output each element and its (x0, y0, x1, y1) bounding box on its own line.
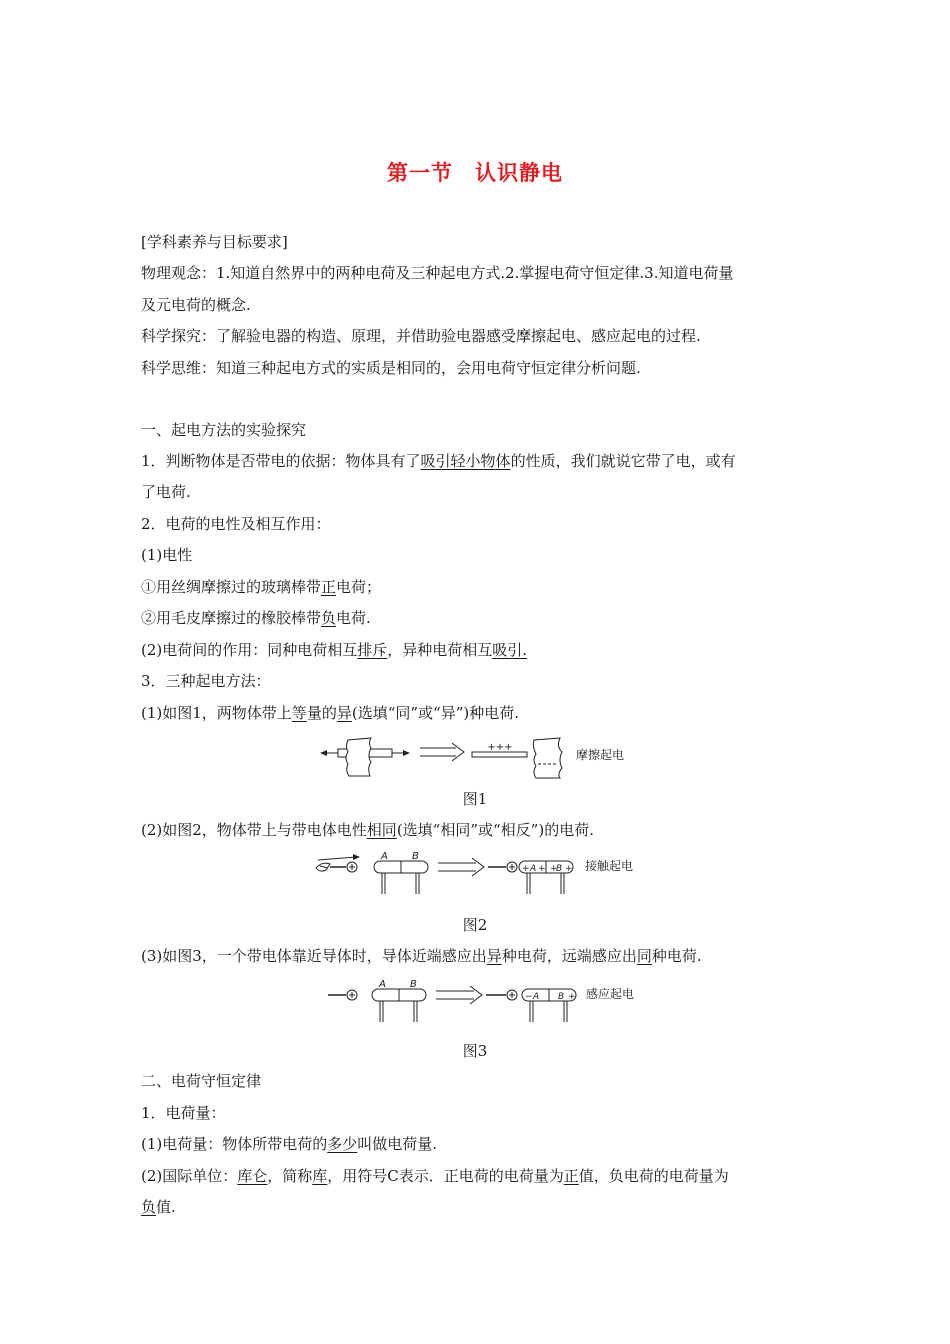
paragraph-1-2: 2．电荷的电性及相互作用： (141, 515, 331, 533)
answer-negative: 负 (321, 609, 337, 627)
answer-coulomb-short: 库 (312, 1167, 328, 1185)
svg-text:+: + (538, 864, 546, 874)
svg-text:+: + (568, 992, 576, 1002)
paragraph-1-1-cont: 了电荷. (141, 483, 191, 501)
paragraph-figure-1: (1)如图1，两物体带上等量的异(选填“同”或“异”)种电荷. (141, 704, 519, 722)
section-2-heading: 二、电荷守恒定律 (141, 1072, 262, 1090)
fig3-label: 感应起电 (586, 987, 635, 1001)
paragraph-interaction: (2)电荷间的作用：同种电荷相互排斥，异种电荷相互吸引. (141, 641, 528, 659)
answer-amount: 多少 (327, 1135, 358, 1153)
fig3-label-A: A (379, 979, 386, 990)
answer-positive: 正 (321, 578, 337, 596)
goals-line-2: 及元电荷的概念. (141, 296, 251, 314)
goals-heading: [学科素养与目标要求] (141, 233, 288, 251)
section-1-heading: 一、起电方法的实验探究 (141, 421, 307, 439)
paragraph-si-unit: (2)国际单位：库仑，简称库，用符号C表示．正电荷的电荷量为正值，负电荷的电荷量为 (141, 1167, 729, 1185)
fig3-label-B2: B (558, 992, 565, 1002)
fig2-label-A2: A (530, 864, 537, 874)
goals-line-4: 科学思维：知道三种起电方式的实质是相同的，会用电荷守恒定律分析问题. (141, 359, 641, 377)
fig3-label-A2: A (533, 992, 540, 1002)
paragraph-figure-3: (3)如图3，一个带电体靠近导体时，导体近端感应出异种电荷，远端感应出同种电荷. (141, 947, 702, 965)
page-title: 第一节 认识静电 (387, 161, 563, 185)
paragraph-2-1: 1．电荷量： (141, 1104, 226, 1122)
paragraph-1-1: 1．判断物体是否带电的依据：物体具有了吸引轻小物体的性质，我们就说它带了电，或有 (141, 452, 736, 470)
answer-coulomb: 库仑 (237, 1167, 268, 1185)
paragraph-glass-rod: ①用丝绸摩擦过的玻璃棒带正电荷； (141, 578, 382, 596)
fig2-label: 接触起电 (585, 859, 634, 873)
answer-far-same: 同 (636, 947, 652, 965)
figure-2-contact (312, 848, 642, 898)
fig3-label-B: B (410, 979, 417, 990)
answer-negative-value: 负 (141, 1198, 157, 1216)
figure-1-friction (320, 734, 640, 780)
figure-3-induction (324, 976, 644, 1026)
answer-near-opposite: 异 (486, 947, 502, 965)
answer-positive-value: 正 (563, 1167, 579, 1185)
svg-text:+: + (550, 864, 558, 874)
answer-equal: 等 (291, 704, 307, 722)
svg-text:+: + (522, 864, 530, 874)
paragraph-figure-2: (2)如图2，物体带上与带电体电性相同(选填“相同”或“相反”)的电荷. (141, 821, 594, 839)
answer-attract: 吸引轻小物体 (420, 452, 511, 470)
svg-text:+: + (565, 864, 573, 874)
figure-1-caption: 图1 (462, 790, 488, 808)
fig2-label-B2: B (556, 864, 563, 874)
fig1-label: 摩擦起电 (576, 748, 625, 762)
paragraph-1-2-1: (1)电性 (141, 546, 193, 564)
answer-attract-2: 吸引. (492, 641, 528, 659)
paragraph-1-3: 3．三种起电方法： (141, 672, 271, 690)
figure-3-caption: 图3 (462, 1042, 488, 1060)
answer-repel: 排斥 (357, 641, 388, 659)
fig2-label-A: A (381, 851, 388, 862)
goals-line-3: 科学探究：了解验电器的构造、原理，并借助验电器感受摩擦起电、感应起电的过程. (141, 327, 701, 345)
goals-line-1: 物理观念：1.知道自然界中的两种电荷及三种起电方式.2.掌握电荷守恒定律.3.知道电荷量 (141, 264, 734, 282)
answer-opposite: 异 (336, 704, 352, 722)
paragraph-rubber-rod: ②用毛皮摩擦过的橡胶棒带负电荷. (141, 609, 371, 627)
paragraph-charge-amount: (1)电荷量：物体所带电荷的多少叫做电荷量. (141, 1135, 438, 1153)
svg-text:−: − (525, 992, 533, 1002)
paragraph-si-unit-cont: 负值. (141, 1198, 176, 1216)
figure-2-caption: 图2 (462, 916, 488, 934)
fig1-plus-signs: +++ (487, 742, 513, 753)
answer-same: 相同 (366, 821, 397, 839)
fig2-label-B: B (412, 851, 419, 862)
